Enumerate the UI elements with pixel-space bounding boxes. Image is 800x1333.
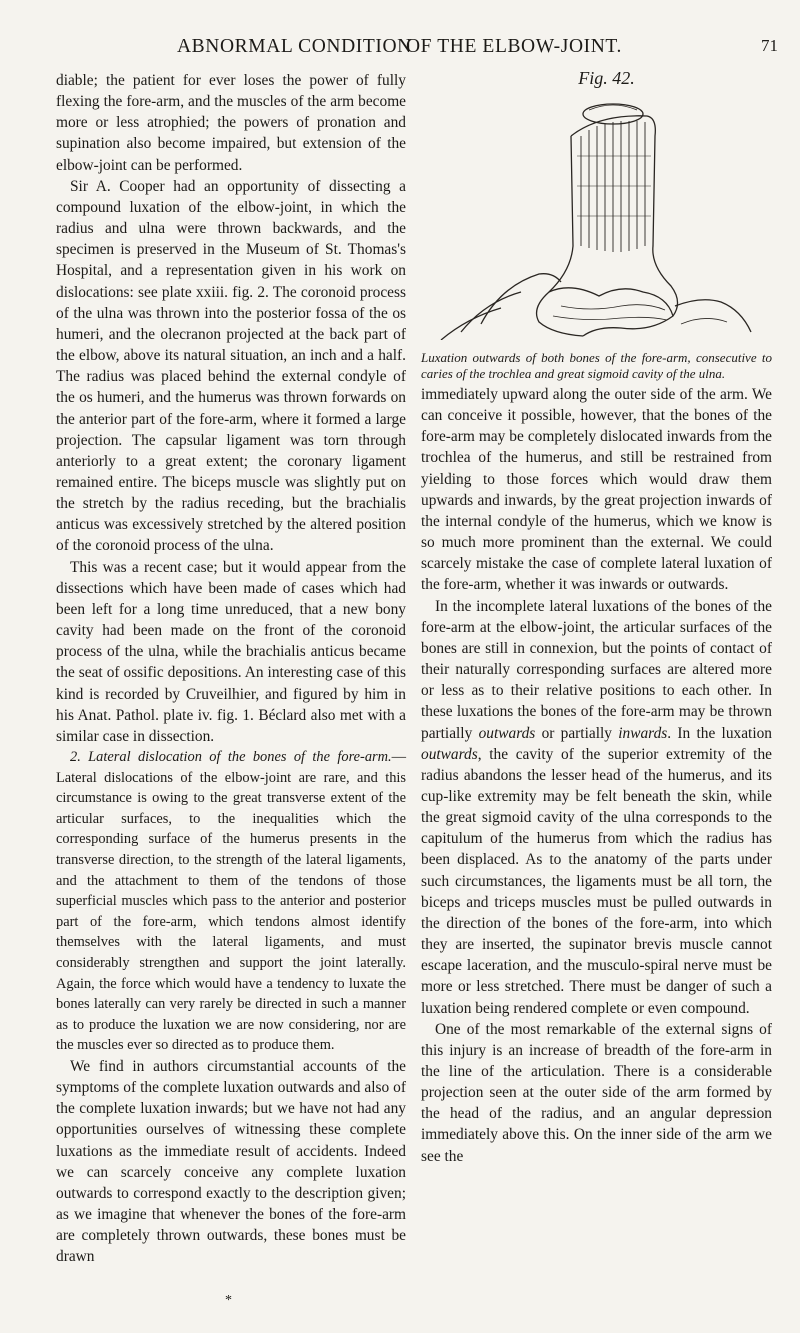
running-head bbox=[0, 36, 800, 64]
section-heading-lateral-dislocation: 2. Lateral dislocation of the bones of the fore-arm. bbox=[70, 749, 392, 765]
section-body-lateral-dislocation: —Lateral dislocations of the elbow-joint are rare, and this circumstance is owing to the great transverse extent of the articular surfaces, to the inequalities which the corresponding surface of the humerus presents in the transverse direction, to the strength of the lateral ligaments, and the attachment to them of the tendons of those superficial muscles which pass to the anterior and posterior part of the fore-arm, which tendons almost identify themselves with the lateral ligaments, and must considerably strengthen and support the joint laterally. Again, the force which would have a tendency to luxate the bones laterally can very rarely be directed in such a manner as to produce the luxation we are now considering, nor are the muscles ever so directed as to produce them. bbox=[56, 749, 406, 1054]
figure-caption: Luxation outwards of both bones of the fore-arm, consecutive to caries of the trochlea and great sigmoid cavity of the ulna. bbox=[421, 350, 772, 381]
left-column bbox=[56, 70, 406, 1267]
left-paragraph-5: We find in authors circumstantial accounts of the symptoms of the complete luxation outwards and also of the complete luxation inwards; but we have not had any opportunities ourselves of witnessing these complete luxations as the immediate result of accidents. Indeed we can scarcely conceive any complete luxation outwards to correspond exactly to the description given; as we imagine that whenever the bones of the fore-arm are completely thrown outwards, these bones must be drawn bbox=[56, 1057, 406, 1266]
right-column bbox=[421, 384, 772, 1167]
right-paragraph-3: One of the most remarkable of the external signs of this injury is an increase of breadth of the fore-arm in the line of the articulation. There is a considerable projection seen at the outer side of the arm formed by the head of the radius, and an angular depression immediately above this. On the inner side of the arm we see the bbox=[421, 1020, 772, 1165]
left-paragraph-2: Sir A. Cooper had an opportunity of dissecting a compound luxation of the elbow-joint, in which the radius and ulna were thrown backwards, and the specimen is preserved in the Museum of St. Thomas's Hospital, and a representation given in his work on dislocations: see plate xxiii. fig. 2. The coronoid process of the ulna was thrown into the posterior fossa of the os humeri, and the olecranon projected at the back part of the elbow, above its natural situation, an inch and a half. The radius was placed behind the external condyle of the os humeri, and the humerus was thrown forwards on the anterior part of the fore-arm, where it formed a large projection. The capsular ligament was torn through anteriorly to a great extent; the coronary ligament remained entire. The biceps muscle was slightly put on the stretch by the radius receding, but the brachialis anticus was excessively stretched by the altered position of the coronoid process of the ulna. bbox=[56, 177, 406, 555]
page-number: 71 bbox=[761, 36, 778, 55]
emphasis-outwards: outwards bbox=[478, 724, 536, 742]
running-head-right: OF THE ELBOW-JOINT. bbox=[406, 36, 622, 57]
right-paragraph-1: immediately upward along the outer side of the arm. We can conceive it possible, however, that the bones of the fore-arm may be completely dislocated inwards from the trochlea of the humerus, and still be restrained from yielding to those forces which would draw them upwards and inwards, by the great projection inwards of the internal condyle of the humerus, which we know is so much more prominent than the external. We could scarcely mistake the case of complete lateral luxation of the fore-arm, whether it was inwards or outwards. bbox=[421, 386, 772, 594]
left-paragraph-3: This was a recent case; but it would appear from the dissections which have been made of cases which had been left for a long time unreduced, that a new bony cavity had been made on the front of the coronoid process of the ulna, while the brachialis anticus became the seat of ossific depositions. An interesting case of this kind is recorded by Cruveilhier, and figured by him in his Anat. Pathol. plate iv. fig. 1. Béclard also met with a similar case in dissection. bbox=[56, 558, 406, 745]
right-paragraph-2-part-d: , the cavity of the superior extremity of the radius abandons the lesser head of the humerus, and its cup-like extremity may be felt beneath the skin, while the great sigmoid cavity of the ulna corresponds to the capitulum of the humerus from which the radius has been displaced. As to the anatomy of the parts under such circumstances, the ligaments must be all torn, the biceps and triceps muscles must be pulled outwards in the direction of the bones of the fore-arm, into which they are inserted, the supinator brevis muscle cannot escape laceration, and the musculo-spiral nerve must be more or less stretched. There must be danger of such a luxation being rendered complete or even compound. bbox=[421, 745, 772, 1017]
left-paragraph-1: diable; the patient for ever loses the power of fully flexing the fore-arm, and the muscles of the arm become more or less atrophied; the powers of pronation and supination also become impaired, but extension of the elbow-joint can be performed. bbox=[56, 72, 406, 174]
emphasis-outwards-2: outwards bbox=[421, 745, 478, 763]
right-paragraph-2-part-a: In the incomplete lateral luxations of the bones of the fore-arm at the elbow-joint, the articular surfaces of the bones are still in connexion, but the points of contact of their naturally corresponding surfaces are altered more or less as to their relative positions to each other. In these luxations the bones of the fore-arm may be thrown partially bbox=[421, 597, 772, 742]
emphasis-inwards: inwards bbox=[618, 724, 668, 742]
right-paragraph-2 bbox=[421, 596, 772, 1019]
running-head-left: ABNORMAL CONDITION bbox=[177, 36, 412, 57]
figure-label: Fig. 42. bbox=[578, 68, 635, 88]
signature-mark: * bbox=[225, 1293, 232, 1308]
left-paragraph-4 bbox=[56, 747, 406, 1056]
right-paragraph-2-part-b: or partially bbox=[535, 724, 619, 742]
right-paragraph-2-part-c: . In the luxation bbox=[667, 724, 772, 742]
bone-engraving-illustration-icon bbox=[421, 96, 772, 340]
figure-42 bbox=[421, 68, 772, 381]
